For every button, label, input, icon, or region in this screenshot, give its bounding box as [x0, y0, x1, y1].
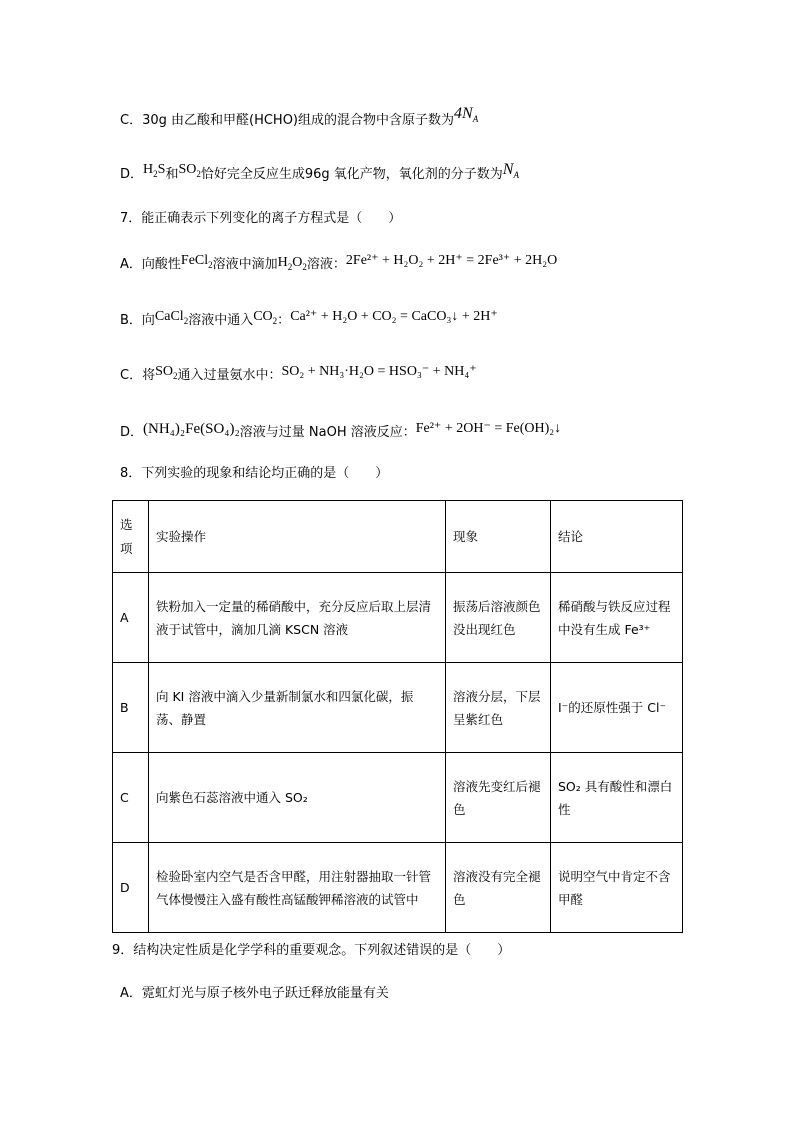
q7c-label: C．将	[120, 368, 156, 383]
q6-option-c-coef: 4	[454, 105, 463, 122]
q9-stem: 9．结构决定性质是化学学科的重要观念。下列叙述错误的是（ ）	[112, 943, 511, 958]
q7b-mid: 溶液中通入	[188, 313, 254, 328]
row-conclusion: I⁻的还原性强于 Cl⁻	[551, 663, 683, 753]
row-phenomenon: 溶液先变红后褪色	[446, 753, 551, 843]
row-operation: 铁粉加入一定量的稀硝酸中，充分反应后取上层清液于试管中，滴加几滴 KSCN 溶液	[149, 573, 446, 663]
na-sub: A	[513, 170, 519, 181]
q6-option-c-sub: A	[472, 114, 479, 125]
row-option: B	[113, 663, 149, 753]
row-phenomenon: 振荡后溶液颜色没出现红色	[446, 573, 551, 663]
q7-option-b	[120, 311, 498, 331]
q6-option-d-join: 和	[165, 167, 179, 182]
h2s-rest: S	[157, 162, 166, 177]
q7-option-d	[120, 422, 561, 443]
h2s-el: H	[143, 162, 154, 177]
row-conclusion: 稀硝酸与铁反应过程中没有生成 Fe³⁺	[551, 573, 683, 663]
q6-option-c-text: C．30g 由乙酸和甲醛(HCHO)组成的混合物中含原子数为	[120, 113, 455, 128]
q7b-co-sub: 2	[272, 315, 278, 326]
row-option: D	[113, 843, 149, 933]
q7b-label: B．向	[120, 313, 155, 328]
row-operation: 检验卧室内空气是否含甲醛，用注射器抽取一针管气体慢慢注入盛有酸性高锰酸钾稀溶液的试管中	[149, 843, 446, 933]
table-row	[113, 663, 683, 753]
header-operation: 实验操作	[149, 501, 446, 573]
q8-stem: 8．下列实验的现象和结论均正确的是（ ）	[120, 466, 389, 481]
q7-stem: 7．能正确表示下列变化的离子方程式是（ ）	[120, 211, 402, 226]
row-phenomenon: 溶液分层，下层呈紫红色	[446, 663, 551, 753]
q6-option-c-symbol: N	[462, 105, 473, 122]
q7a-label: A．向酸性	[120, 257, 181, 272]
q7a-equation: 2Fe²⁺ + H₂O₂ + 2H⁺ = 2Fe³⁺ + 2H₂O	[345, 253, 558, 268]
q8-table	[112, 500, 683, 933]
q7a-mid: 溶液中滴加	[212, 257, 278, 272]
q7d-reagent: (NH₄)₂Fe(SO₄)₂	[143, 421, 240, 437]
q6-option-d-h2s	[143, 162, 165, 177]
q6-option-d-na	[502, 161, 519, 181]
q6-option-d-text: 恰好完全反应生成96g 氧化产物，氧化剂的分子数为	[200, 167, 503, 182]
q7c-equation: SO₂ + NH₃·H₂O = HSO₃⁻ + NH₄⁺	[281, 364, 477, 379]
so2-sub: 2	[196, 168, 201, 179]
table-row	[113, 573, 683, 663]
na-sym: N	[502, 161, 514, 178]
q7a-tail: 溶液：	[306, 257, 346, 272]
so2-el: SO	[178, 162, 197, 177]
row-phenomenon: 溶液没有完全褪色	[446, 843, 551, 933]
q7b-cacl-sub: 2	[183, 315, 189, 326]
q7a-o: O	[292, 255, 303, 270]
q7a-h2o2	[278, 255, 307, 270]
q7-option-c	[120, 366, 477, 386]
q7-option-a	[120, 255, 557, 275]
row-operation: 向 KI 溶液中滴入少量新制氯水和四氯化碳，振荡、静置	[149, 663, 446, 753]
q6-option-c	[120, 105, 479, 131]
q6-option-d-label: D．	[120, 167, 144, 182]
q7c-so2	[155, 364, 177, 379]
q7a-h: H	[277, 255, 288, 270]
table-header-row	[113, 501, 683, 573]
q7b-cacl2	[155, 309, 188, 324]
q7b-cacl: CaCl	[154, 309, 184, 324]
q6-option-d-so2	[178, 162, 200, 177]
q6-option-d	[120, 161, 519, 185]
q7c-so-sub: 2	[172, 370, 178, 381]
row-operation: 向紫色石蕊溶液中通入 SO₂	[149, 753, 446, 843]
header-phenomenon: 现象	[446, 501, 551, 573]
q7b-co2	[253, 309, 277, 324]
table-row	[113, 753, 683, 843]
q7b-tail: ：	[277, 313, 291, 328]
q7c-so: SO	[155, 364, 173, 379]
q7a-h-sub: 2	[287, 261, 293, 272]
header-option: 选项	[113, 501, 149, 573]
row-option: A	[113, 573, 149, 663]
row-option: C	[113, 753, 149, 843]
q7b-equation: Ca²⁺ + H₂O + CO₂ = CaCO₃↓ + 2H⁺	[290, 309, 498, 324]
q7a-o-sub: 2	[302, 261, 307, 272]
q7c-mid: 通入过量氨水中：	[177, 368, 282, 383]
table-row	[113, 843, 683, 933]
header-conclusion: 结论	[551, 501, 683, 573]
q7d-label: D．	[120, 425, 144, 440]
q6-option-c-formula	[454, 105, 479, 125]
q7b-co: CO	[253, 309, 273, 324]
row-conclusion: SO₂ 具有酸性和漂白性	[551, 753, 683, 843]
q7d-equation: Fe²⁺ + 2OH⁻ = Fe(OH)₂↓	[415, 421, 562, 436]
q9-option-a: A．霓虹灯光与原子核外电子跃迁释放能量有关	[120, 986, 389, 1001]
h2s-sub: 2	[153, 168, 158, 179]
row-conclusion: 说明空气中肯定不含甲醛	[551, 843, 683, 933]
q7a-fecl2	[181, 253, 213, 268]
q7d-mid: 溶液与过量 NaOH 溶液反应：	[239, 425, 416, 440]
q7a-fecl: FeCl	[180, 253, 209, 268]
q7a-fecl-sub: 2	[208, 259, 213, 270]
